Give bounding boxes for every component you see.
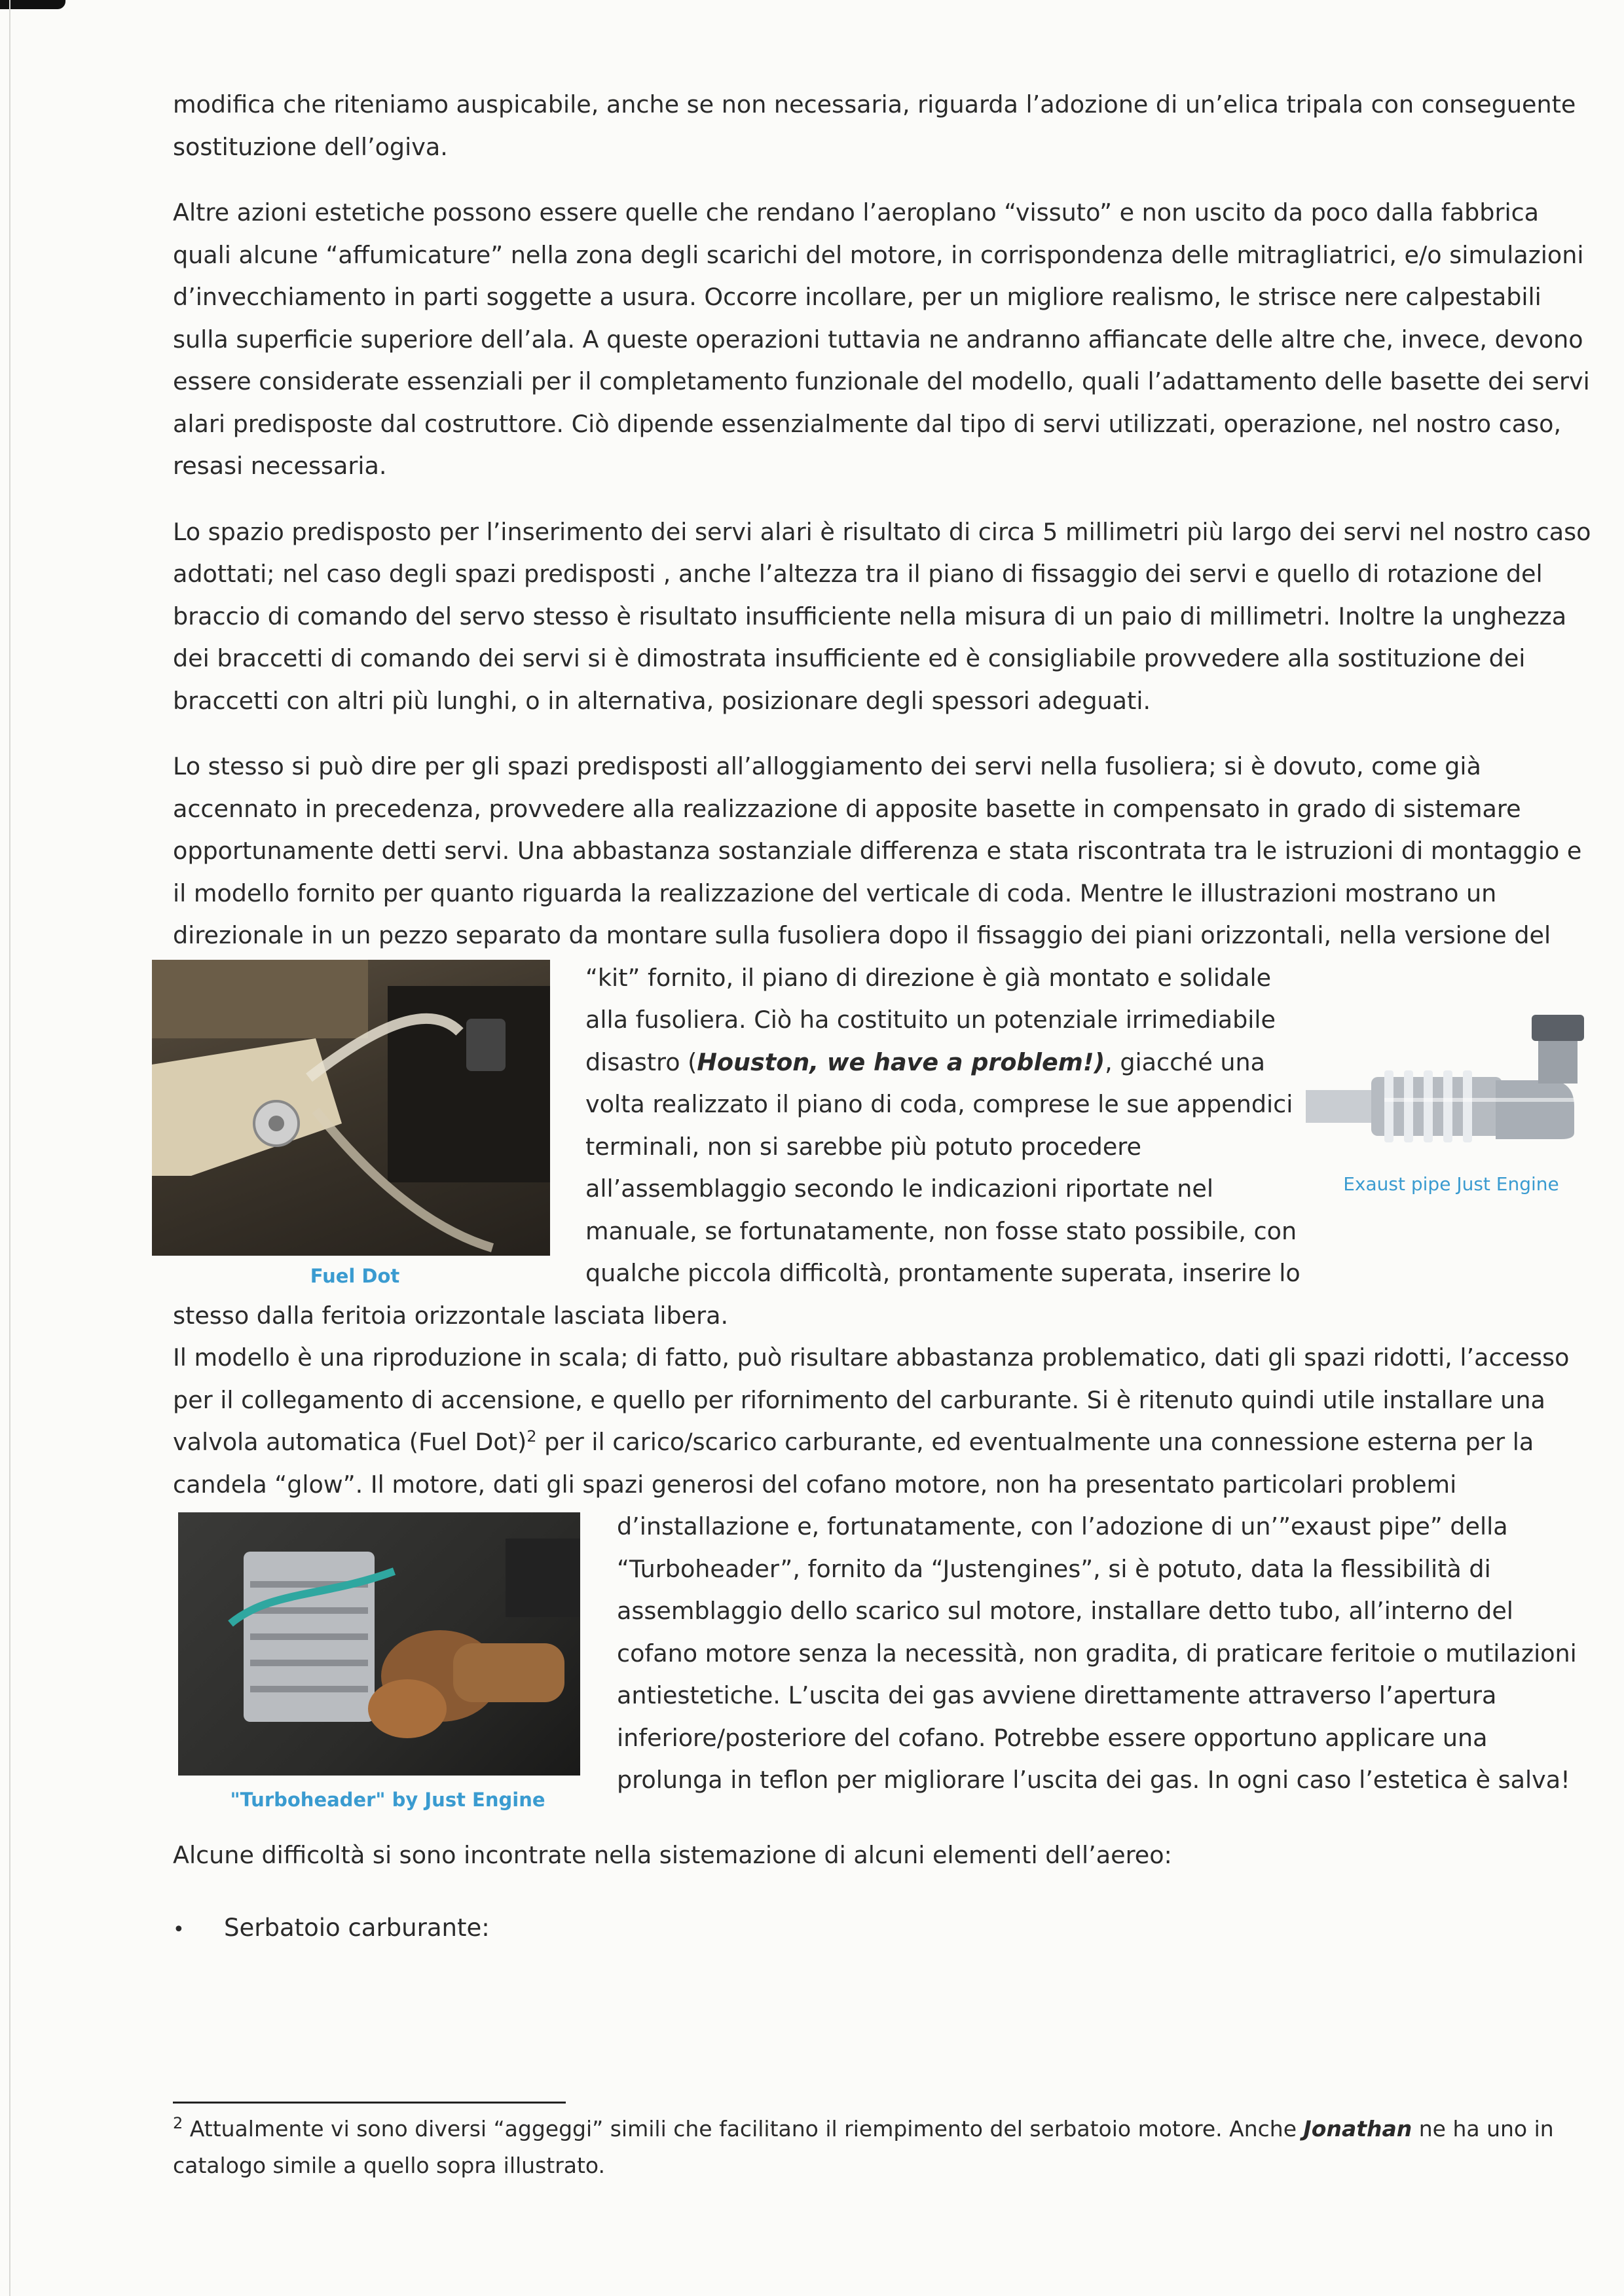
paragraph-2: Altre azioni estetiche possono essere quelle che rendano l’aeroplano “vissuto” e non uscito da poco dalla fabbrica quali alcune “affumicature” nella zona degli scarichi del motore, in corrispondenza delle mitragliatrici, e/o simulazioni d’invecchiamento in parti soggette a usura. Occorre incollare, per un migliore realismo, le strisce nere calpestabili sulla superficie superiore dell’ala. A queste operazioni tuttavia ne andranno affiancate delle altre che, invece, devono essere considerate essenziali per il completamento funzionale del modello, quali l’adattamento delle basette dei servi alari predisposte dal costruttore. Ciò dipende essenzialmente dal tipo di servi utilizzati, operazione, nel nostro caso, resasi necessaria. bbox=[173, 198, 1590, 480]
exhaust-pipe-caption: Exaust pipe Just Engine bbox=[1343, 1173, 1559, 1195]
paragraph-5-start: “kit” fornito, il piano di direzione è già montato e solidale alla fusoliera. Ciò ha costituito un potenziale irrimediabile disastro ( bbox=[585, 963, 1276, 1076]
footnote-text-start: Attualmente vi sono diversi “aggeggi” simili che facilitano il riempimento del serbatoio motore. Anche bbox=[183, 2116, 1304, 2141]
fuel-dot-illustration bbox=[152, 960, 550, 1256]
bullet-item bbox=[173, 1914, 1600, 1942]
turboheader-photo bbox=[178, 1512, 580, 1776]
fuel-dot-caption: Fuel Dot bbox=[310, 1264, 400, 1287]
exhaust-pipe-illustration bbox=[1299, 1008, 1603, 1165]
footnote-ref: 2 bbox=[526, 1427, 537, 1446]
turboheader-figure bbox=[178, 1512, 597, 1811]
paragraph-4: Lo stesso si può dire per gli spazi predisposti all’alloggiamento dei servi nella fusoliera; si è dovuto, come già accennato in precedenza, provvedere alla realizzazione di apposite basette in compensato in grado di sistemare opportunamente detti servi. Una abbastanza sostanziale differenza e stata riscontrata tra le istruzioni di montaggio e il modello fornito per quanto riguarda la realizzazione del verticale di coda. Mentre le illustrazioni mostrano un direzionale in un pezzo separato da montare sulla fusoliera dopo il fissaggio dei piani orizzontali, nella versione del bbox=[173, 752, 1582, 949]
turboheader-section bbox=[173, 1506, 1600, 1811]
bullet-text: Serbatoio carburante: bbox=[224, 1913, 490, 1942]
paragraph-5-end: , giacché una volta realizzato il piano di coda, comprese le sue appendici terminali, non si sarebbe più potuto procedere all’assemblaggio secondo le indicazioni riportate nel manuale, se fortunatamente, non fosse stato possibile, con qualche piccola difficoltà, prontamente superata, inserire lo stesso dalla feritoia orizzontale lasciata libera. bbox=[173, 1048, 1301, 1330]
paragraph-7: d’installazione e, fortunatamente, con l’adozione di un’”exaust pipe” della “Turboheader”, fornito da “Justengines”, si è potuto, data la flessibilità di assemblaggio dello scarico sul motore, installare detto tubo, all’interno del cofano motore senza la necessità, non gradita, di praticare feritoie o mutilazioni antiestetiche. L’uscita dei gas avviene direttamente attraverso l’apertura inferiore/posteriore del cofano. Potrebbe essere opportuno applicare una prolunga in teflon per migliorare l’uscita dei gas. In ogni caso l’estetica è salva! bbox=[617, 1512, 1577, 1794]
fuel-dot-figure bbox=[152, 960, 558, 1287]
footnote bbox=[173, 2111, 1581, 2184]
paragraph-6-start: Il modello è una riproduzione in scala; di fatto, può risultare abbastanza problematico, dati gli spazi ridotti, l’accesso per il collegamento di accensione, e quello per rifornimento del carburante. Si è ritenuto quindi utile installare una valvola automatica (Fuel Dot) bbox=[173, 1343, 1570, 1456]
scan-edge-line bbox=[9, 0, 10, 2296]
paragraph-1: modifica che riteniamo auspicabile, anche se non necessaria, riguarda l’adozione di un’elica tripala con conseguente sostituzione dell’ogiva. bbox=[173, 90, 1576, 161]
bullet-marker: • bbox=[173, 1918, 185, 1941]
footnote-mark: 2 bbox=[173, 2114, 183, 2132]
paragraph-6 bbox=[173, 1337, 1600, 1506]
paragraph-8: Alcune difficoltà si sono incontrate nella sistemazione di alcuni elementi dell’aereo: bbox=[173, 1841, 1172, 1869]
footnote-text-end: ne ha uno in catalogo simile a quello sopra illustrato. bbox=[173, 2116, 1554, 2178]
turboheader-illustration bbox=[178, 1512, 580, 1776]
fuel-dot-photo bbox=[152, 960, 550, 1256]
footnote-separator bbox=[173, 2102, 566, 2104]
paragraph-6-end: per il carico/scarico carburante, ed eventualmente una connessione esterna per la candela “glow”. Il motore, dati gli spazi generosi del cofano motore, non ha presentato particolari problemi bbox=[173, 1428, 1534, 1499]
footnote-jonathan: Jonathan bbox=[1303, 2116, 1412, 2141]
paragraph-3: Lo spazio predisposto per l’inserimento dei servi alari è risultato di circa 5 millimetri più largo dei servi nel nostro caso adottati; nel caso degli spazi predisposti , anche l’altezza tra il piano di fissaggio dei servi e quello di rotazione del braccio di comando del servo stesso è risultato insufficiente nella misura di un paio di millimetri. Inoltre la unghezza dei braccetti di comando dei servi si è dimostrata insufficiente ed è consigliabile provvedere alla sostituzione dei braccetti con altri più lunghi, o in alternativa, posizionare degli spessori adeguati. bbox=[173, 517, 1591, 715]
turboheader-caption: "Turboheader" by Just Engine bbox=[230, 1789, 545, 1811]
houston-quote: Houston, we have a problem!) bbox=[697, 1048, 1105, 1076]
exhaust-pipe-figure bbox=[1299, 1008, 1603, 1195]
